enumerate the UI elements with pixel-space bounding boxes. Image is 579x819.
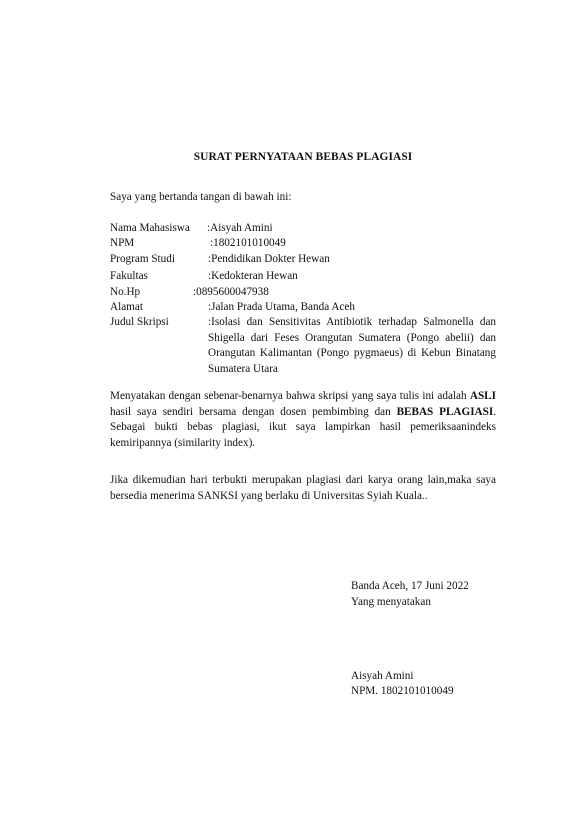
statement-part3: . Sebagai bukti bebas plagiasi, ikut saya lampirkan hasil pemeriksaanindeks kemiripannya (similarity index). [110,405,497,449]
statement-asli: ASLI [469,390,496,402]
document-title: SURAT PERNYATAAN BEBAS PLAGIASI [193,151,413,163]
field-prodi [110,252,496,268]
field-alamat-label: Alamat [110,301,143,313]
field-npm [110,236,496,252]
field-npm-value: :1802101010049 [210,237,286,249]
field-nama [110,221,496,237]
field-alamat [110,300,496,316]
field-nohp-label: No.Hp [110,286,141,298]
field-judul-value: :Isolasi dan Sensitivitas Antibiotik terhadap Salmonella dan Shigella dari Feses Orangutan Sumatera (Pongo abelii) dan Orangutan Kalimantan (Pongo pygmaeus) di Kebun Binatang Sumatera Utara [208,316,496,375]
intro-text: Saya yang bertanda tangan di bawah ini: [110,191,292,203]
field-nama-label: Nama Mahasiswa [110,222,190,234]
field-prodi-label: Program Studi [110,253,175,265]
statement-part1: Menyatakan dengan sebenar-benarnya bahwa skripsi yang saya tulis ini adalah [110,390,470,402]
statement-bebas-plagiasi: BEBAS PLAGIASI [396,405,494,418]
field-judul-label: Judul Skripsi [110,316,169,328]
field-nama-value: :Aisyah Amini [207,222,273,234]
field-fakultas-label: Fakultas [110,270,148,282]
field-nohp [110,285,496,301]
field-fakultas [110,269,496,285]
signature-name: Aisyah Amini [351,670,414,682]
field-fakultas-value: :Kedokteran Hewan [208,270,298,282]
signature-role: Yang menyatakan [351,596,431,608]
signature-place-date: Banda Aceh, 17 Juni 2022 [351,580,469,592]
field-prodi-value: :Pendidikan Dokter Hewan [208,253,330,265]
field-npm-label: NPM [110,237,135,249]
field-alamat-value: :Jalan Prada Utama, Banda Aceh [208,301,355,313]
statement-part2: hasil saya sendiri bersama dengan dosen pembimbing dan [110,405,397,418]
statement-paragraph [110,389,496,451]
signature-npm: NPM. 1802101010049 [351,685,454,697]
sanction-paragraph: Jika dikemudian hari terbukti merupakan plagiasi dari karya orang lain,maka saya bersedia menerima SANKSI yang berlaku di Universitas Syiah Kuala.. [110,474,496,502]
field-nohp-value: :0895600047938 [193,286,269,298]
